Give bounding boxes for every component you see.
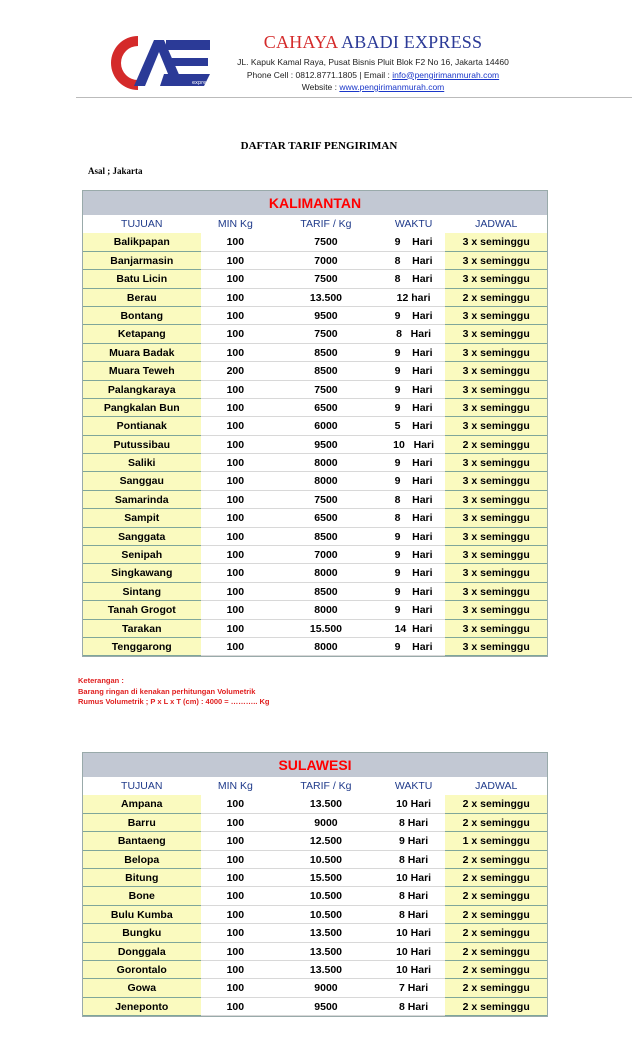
- min-kg-cell: 100: [201, 924, 271, 942]
- min-kg-cell: 100: [201, 638, 271, 656]
- notes-volumetric: Barang ringan di kenakan perhitungan Volumetrik: [78, 686, 256, 696]
- min-kg-cell: 100: [201, 601, 271, 619]
- destination-cell: Muara Badak: [83, 344, 201, 362]
- destination-cell: Bantaeng: [83, 832, 201, 850]
- column-header-schedule: JADWAL: [475, 780, 518, 792]
- schedule-cell: 2 x seminggu: [445, 887, 547, 905]
- schedule-cell: 3 x seminggu: [445, 325, 547, 343]
- time-cell: 8 Hari: [382, 325, 446, 343]
- destination-cell: Ketapang: [83, 325, 201, 343]
- time-cell: 9 Hari: [382, 601, 446, 619]
- time-cell: 10 Hari: [382, 795, 446, 813]
- rate-cell: 7500: [270, 381, 382, 399]
- schedule-cell: 3 x seminggu: [445, 233, 547, 251]
- table-row: [83, 325, 547, 343]
- schedule-cell: 2 x seminggu: [445, 979, 547, 997]
- rate-cell: 9500: [270, 307, 382, 325]
- destination-cell: Bontang: [83, 307, 201, 325]
- min-kg-cell: 100: [201, 998, 271, 1016]
- min-kg-cell: 100: [201, 270, 271, 288]
- notes: [78, 676, 378, 708]
- schedule-cell: 2 x seminggu: [445, 943, 547, 961]
- rate-cell: 10.500: [270, 851, 382, 869]
- time-cell: 10 Hari: [382, 943, 446, 961]
- destination-cell: Berau: [83, 289, 201, 307]
- destination-cell: Belopa: [83, 851, 201, 869]
- rate-cell: 8500: [270, 362, 382, 380]
- destination-cell: Gowa: [83, 979, 201, 997]
- time-cell: 9 Hari: [382, 472, 446, 490]
- table-row: [83, 906, 547, 924]
- email-link[interactable]: info@pengirimanmurah.com: [392, 69, 500, 80]
- schedule-cell: 2 x seminggu: [445, 289, 547, 307]
- table-row: [83, 417, 547, 435]
- schedule-cell: 2 x seminggu: [445, 814, 547, 832]
- destination-cell: Tenggarong: [83, 638, 201, 656]
- destination-cell: Bone: [83, 887, 201, 905]
- schedule-cell: 3 x seminggu: [445, 638, 547, 656]
- schedule-cell: 3 x seminggu: [445, 528, 547, 546]
- table-row: [83, 814, 547, 832]
- time-cell: 12 hari: [382, 289, 446, 307]
- rate-cell: 9500: [270, 998, 382, 1016]
- schedule-cell: 3 x seminggu: [445, 252, 547, 270]
- destination-cell: Batu Licin: [83, 270, 201, 288]
- rate-cell: 9000: [270, 814, 382, 832]
- table-row: [83, 924, 547, 942]
- min-kg-cell: 100: [201, 832, 271, 850]
- rate-cell: 7500: [270, 491, 382, 509]
- rate-cell: 15.500: [270, 620, 382, 638]
- website-line: [222, 81, 524, 94]
- website-link[interactable]: www.pengirimanmurah.com: [339, 82, 445, 92]
- time-cell: 8 Hari: [382, 491, 446, 509]
- destination-cell: Banjarmasin: [83, 252, 201, 270]
- table-body: [83, 233, 547, 656]
- table-row: [83, 979, 547, 997]
- time-cell: 8 Hari: [382, 851, 446, 869]
- rate-cell: 7000: [270, 252, 382, 270]
- table-row: [83, 620, 547, 638]
- schedule-cell: 3 x seminggu: [445, 509, 547, 527]
- table-header-row: [83, 777, 547, 795]
- table-row: [83, 528, 547, 546]
- rate-cell: 8000: [270, 564, 382, 582]
- time-cell: 9 Hari: [382, 546, 446, 564]
- company-name-part1: CAHAYA: [263, 32, 338, 52]
- min-kg-cell: 100: [201, 509, 271, 527]
- table-row: [83, 638, 547, 656]
- time-cell: 9 Hari: [382, 638, 446, 656]
- table-row: [83, 795, 547, 813]
- notes-heading: Keterangan :: [78, 676, 124, 685]
- destination-cell: Bulu Kumba: [83, 906, 201, 924]
- schedule-cell: 3 x seminggu: [445, 620, 547, 638]
- table-header-row: [83, 215, 547, 233]
- schedule-cell: 2 x seminggu: [445, 851, 547, 869]
- min-kg-cell: 100: [201, 528, 271, 546]
- schedule-cell: 3 x seminggu: [445, 564, 547, 582]
- column-header-min-kg: MIN Kg: [217, 218, 253, 230]
- rate-cell: 8500: [270, 344, 382, 362]
- table-row: [83, 583, 547, 601]
- destination-cell: Sampit: [83, 509, 201, 527]
- address-line: JL. Kapuk Kamal Raya, Pusat Bisnis Pluit Blok F2 No 16, Jakarta 14460: [237, 57, 509, 67]
- svg-text:express: express: [192, 80, 212, 86]
- company-logo: [104, 28, 222, 98]
- destination-cell: Jeneponto: [83, 998, 201, 1016]
- rate-cell: 9000: [270, 979, 382, 997]
- kalimantan-rate-table: [82, 190, 548, 657]
- min-kg-cell: 100: [201, 307, 271, 325]
- time-cell: 8 Hari: [382, 887, 446, 905]
- min-kg-cell: 100: [201, 795, 271, 813]
- rate-cell: 8000: [270, 454, 382, 472]
- destination-cell: Bitung: [83, 869, 201, 887]
- schedule-cell: 2 x seminggu: [445, 436, 547, 454]
- time-cell: 9 Hari: [382, 528, 446, 546]
- table-row: [83, 270, 547, 288]
- time-cell: 8 Hari: [382, 509, 446, 527]
- destination-cell: Donggala: [83, 943, 201, 961]
- phone-text: Phone Cell : 0812.8771.1805 | Email :: [246, 69, 393, 80]
- time-cell: 8 Hari: [382, 906, 446, 924]
- time-cell: 8 Hari: [382, 814, 446, 832]
- table-row: [83, 887, 547, 905]
- sulawesi-rate-table: [82, 752, 548, 1017]
- rate-cell: 6000: [270, 417, 382, 435]
- min-kg-cell: 100: [201, 620, 271, 638]
- company-name-part2: ABADI EXPRESS: [341, 32, 483, 52]
- rate-cell: 13.500: [270, 924, 382, 942]
- schedule-cell: 3 x seminggu: [445, 583, 547, 601]
- min-kg-cell: 100: [201, 472, 271, 490]
- min-kg-cell: 100: [201, 979, 271, 997]
- time-cell: 10 Hari: [382, 924, 446, 942]
- destination-cell: Ampana: [83, 795, 201, 813]
- schedule-cell: 2 x seminggu: [445, 998, 547, 1016]
- schedule-cell: 3 x seminggu: [445, 417, 547, 435]
- min-kg-cell: 100: [201, 546, 271, 564]
- schedule-cell: 2 x seminggu: [445, 961, 547, 979]
- time-cell: 5 Hari: [382, 417, 446, 435]
- column-header-rate: TARIF / Kg: [300, 218, 352, 230]
- time-cell: 9 Hari: [382, 583, 446, 601]
- time-cell: 9 Hari: [382, 399, 446, 417]
- time-cell: 14 Hari: [382, 620, 446, 638]
- min-kg-cell: 100: [201, 887, 271, 905]
- min-kg-cell: 100: [201, 564, 271, 582]
- rate-cell: 7500: [270, 325, 382, 343]
- table-row: [83, 943, 547, 961]
- table-row: [83, 399, 547, 417]
- rate-cell: 6500: [270, 509, 382, 527]
- destination-cell: Balikpapan: [83, 233, 201, 251]
- min-kg-cell: 100: [201, 344, 271, 362]
- rate-cell: 13.500: [270, 943, 382, 961]
- time-cell: 10 Hari: [382, 869, 446, 887]
- phone-email-line: [222, 69, 524, 82]
- time-cell: 10 Hari: [382, 436, 446, 454]
- table-row: [83, 436, 547, 454]
- min-kg-cell: 200: [201, 362, 271, 380]
- table-row: [83, 344, 547, 362]
- min-kg-cell: 100: [201, 583, 271, 601]
- min-kg-cell: 100: [201, 399, 271, 417]
- min-kg-cell: 100: [201, 233, 271, 251]
- min-kg-cell: 100: [201, 814, 271, 832]
- destination-cell: Gorontalo: [83, 961, 201, 979]
- column-header-min-kg: MIN Kg: [217, 780, 253, 792]
- schedule-cell: 2 x seminggu: [445, 869, 547, 887]
- rate-cell: 8500: [270, 583, 382, 601]
- rate-cell: 8000: [270, 601, 382, 619]
- rate-cell: 7500: [270, 270, 382, 288]
- min-kg-cell: 100: [201, 381, 271, 399]
- time-cell: 9 Hari: [382, 564, 446, 582]
- origin-label: Asal ; Jakarta: [88, 166, 143, 176]
- table-row: [83, 961, 547, 979]
- rate-cell: 7000: [270, 546, 382, 564]
- time-cell: 9 Hari: [382, 307, 446, 325]
- table-row: [83, 252, 547, 270]
- column-header-destination: TUJUAN: [121, 780, 163, 792]
- table-row: [83, 307, 547, 325]
- time-cell: 9 Hari: [382, 233, 446, 251]
- schedule-cell: 3 x seminggu: [445, 399, 547, 417]
- destination-cell: Sintang: [83, 583, 201, 601]
- table-row: [83, 546, 547, 564]
- table-row: [83, 472, 547, 490]
- min-kg-cell: 100: [201, 906, 271, 924]
- rate-cell: 8500: [270, 528, 382, 546]
- column-header-schedule: JADWAL: [475, 218, 518, 230]
- table-row: [83, 869, 547, 887]
- table-row: [83, 362, 547, 380]
- destination-cell: Bungku: [83, 924, 201, 942]
- schedule-cell: 3 x seminggu: [445, 344, 547, 362]
- destination-cell: Sanggau: [83, 472, 201, 490]
- min-kg-cell: 100: [201, 417, 271, 435]
- schedule-cell: 3 x seminggu: [445, 362, 547, 380]
- schedule-cell: 2 x seminggu: [445, 924, 547, 942]
- schedule-cell: 3 x seminggu: [445, 454, 547, 472]
- destination-cell: Pangkalan Bun: [83, 399, 201, 417]
- table-row: [83, 832, 547, 850]
- region-title-kalimantan: KALIMANTAN: [83, 191, 547, 215]
- destination-cell: Palangkaraya: [83, 381, 201, 399]
- time-cell: 8 Hari: [382, 252, 446, 270]
- table-row: [83, 851, 547, 869]
- time-cell: 9 Hari: [382, 381, 446, 399]
- table-row: [83, 509, 547, 527]
- destination-cell: Singkawang: [83, 564, 201, 582]
- time-cell: 9 Hari: [382, 832, 446, 850]
- min-kg-cell: 100: [201, 851, 271, 869]
- destination-cell: Saliki: [83, 454, 201, 472]
- rate-cell: 15.500: [270, 869, 382, 887]
- destination-cell: Samarinda: [83, 491, 201, 509]
- destination-cell: Putussibau: [83, 436, 201, 454]
- notes-formula: Rumus Volumetrik ; P x L x T (cm) : 4000 = ……….. Kg: [78, 697, 270, 706]
- column-header-time: WAKTU: [394, 218, 433, 230]
- rate-cell: 9500: [270, 436, 382, 454]
- time-cell: 8 Hari: [382, 270, 446, 288]
- rate-cell: 13.500: [270, 961, 382, 979]
- schedule-cell: 2 x seminggu: [445, 795, 547, 813]
- rate-cell: 10.500: [270, 887, 382, 905]
- min-kg-cell: 100: [201, 252, 271, 270]
- table-row: [83, 289, 547, 307]
- column-header-rate: TARIF / Kg: [300, 780, 352, 792]
- table-row: [83, 233, 547, 251]
- min-kg-cell: 100: [201, 436, 271, 454]
- rate-cell: 6500: [270, 399, 382, 417]
- header-divider: [76, 97, 632, 98]
- schedule-cell: 3 x seminggu: [445, 307, 547, 325]
- time-cell: 9 Hari: [382, 362, 446, 380]
- time-cell: 8 Hari: [382, 998, 446, 1016]
- destination-cell: Tarakan: [83, 620, 201, 638]
- table-row: [83, 491, 547, 509]
- column-header-time: WAKTU: [394, 780, 433, 792]
- schedule-cell: 2 x seminggu: [445, 906, 547, 924]
- table-body: [83, 795, 547, 1016]
- table-row: [83, 601, 547, 619]
- rate-cell: 12.500: [270, 832, 382, 850]
- rate-cell: 8000: [270, 638, 382, 656]
- rate-cell: 7500: [270, 233, 382, 251]
- time-cell: 7 Hari: [382, 979, 446, 997]
- min-kg-cell: 100: [201, 491, 271, 509]
- region-title-sulawesi: SULAWESI: [83, 753, 547, 777]
- min-kg-cell: 100: [201, 943, 271, 961]
- table-row: [83, 381, 547, 399]
- destination-cell: Muara Teweh: [83, 362, 201, 380]
- schedule-cell: 3 x seminggu: [445, 381, 547, 399]
- destination-cell: Sanggata: [83, 528, 201, 546]
- table-row: [83, 454, 547, 472]
- rate-cell: 13.500: [270, 795, 382, 813]
- page-title: DAFTAR TARIF PENGIRIMAN: [240, 140, 398, 152]
- company-contact: [222, 56, 524, 94]
- destination-cell: Senipah: [83, 546, 201, 564]
- time-cell: 10 Hari: [382, 961, 446, 979]
- schedule-cell: 3 x seminggu: [445, 270, 547, 288]
- website-label: Website :: [301, 82, 340, 92]
- min-kg-cell: 100: [201, 454, 271, 472]
- time-cell: 9 Hari: [382, 454, 446, 472]
- column-header-destination: TUJUAN: [121, 218, 163, 230]
- schedule-cell: 1 x seminggu: [445, 832, 547, 850]
- min-kg-cell: 100: [201, 869, 271, 887]
- rate-cell: 8000: [270, 472, 382, 490]
- destination-cell: Tanah Grogot: [83, 601, 201, 619]
- schedule-cell: 3 x seminggu: [445, 601, 547, 619]
- table-row: [83, 998, 547, 1016]
- min-kg-cell: 100: [201, 289, 271, 307]
- min-kg-cell: 100: [201, 961, 271, 979]
- time-cell: 9 Hari: [382, 344, 446, 362]
- company-name: [222, 32, 524, 53]
- rate-cell: 10.500: [270, 906, 382, 924]
- rate-cell: 13.500: [270, 289, 382, 307]
- schedule-cell: 3 x seminggu: [445, 472, 547, 490]
- schedule-cell: 3 x seminggu: [445, 546, 547, 564]
- destination-cell: Barru: [83, 814, 201, 832]
- schedule-cell: 3 x seminggu: [445, 491, 547, 509]
- destination-cell: Pontianak: [83, 417, 201, 435]
- min-kg-cell: 100: [201, 325, 271, 343]
- table-row: [83, 564, 547, 582]
